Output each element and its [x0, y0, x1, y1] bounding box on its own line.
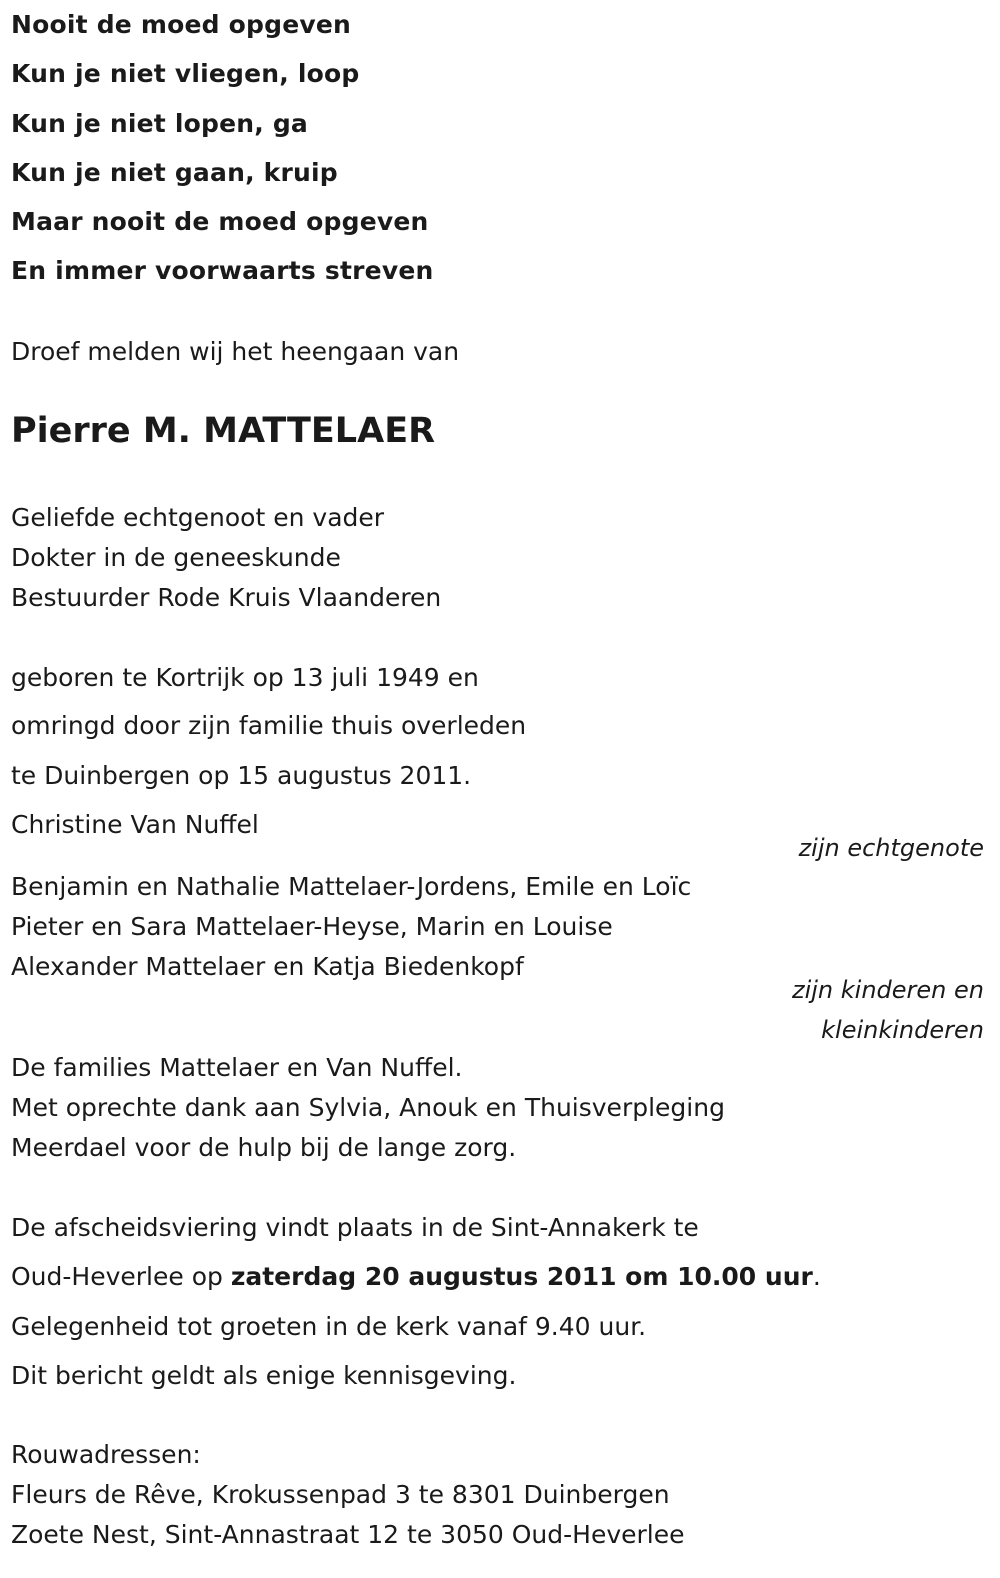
- addresses-heading: Rouwadressen:: [11, 1440, 201, 1469]
- ceremony-datetime: zaterdag 20 augustus 2011 om 10.00 uur: [230, 1262, 813, 1291]
- spouse-relation: zijn echtgenote: [798, 834, 984, 862]
- ceremony-line: [11, 1262, 821, 1292]
- ceremony-line: De afscheidsviering vindt plaats in de Sint-Annakerk te: [11, 1213, 699, 1242]
- spouse-name: Christine Van Nuffel: [11, 810, 259, 839]
- address-line: Zoete Nest, Sint-Annastraat 12 te 3050 Oud-Heverlee: [11, 1520, 685, 1549]
- address-line: Fleurs de Rêve, Krokussenpad 3 te 8301 Duinbergen: [11, 1480, 670, 1509]
- life-line: omringd door zijn familie thuis overleden: [11, 711, 527, 740]
- ceremony-line: Dit bericht geldt als enige kennisgeving.: [11, 1361, 517, 1390]
- family-line: Meerdael voor de hulp bij de lange zorg.: [11, 1133, 517, 1162]
- poem-line: Kun je niet vliegen, loop: [11, 59, 360, 88]
- poem-line: En immer voorwaarts streven: [11, 256, 434, 285]
- child-line: Pieter en Sara Mattelaer-Heyse, Marin en Louise: [11, 912, 613, 941]
- life-line: geboren te Kortrijk op 13 juli 1949 en: [11, 663, 479, 692]
- family-line: De families Mattelaer en Van Nuffel.: [11, 1053, 463, 1082]
- ceremony-place: Oud-Heverlee op: [11, 1262, 231, 1291]
- life-line: te Duinbergen op 15 augustus 2011.: [11, 761, 472, 790]
- child-line: Alexander Mattelaer en Katja Biedenkopf: [11, 952, 524, 981]
- children-relation: zijn kinderen en: [792, 976, 984, 1004]
- poem-line: Kun je niet lopen, ga: [11, 109, 308, 138]
- role-line: Dokter in de geneeskunde: [11, 543, 341, 572]
- family-line: Met oprechte dank aan Sylvia, Anouk en Thuisverpleging: [11, 1093, 725, 1122]
- intro-text: Droef melden wij het heengaan van: [11, 337, 460, 366]
- role-line: Geliefde echtgenoot en vader: [11, 503, 385, 532]
- poem-line: Maar nooit de moed opgeven: [11, 207, 429, 236]
- ceremony-line: Gelegenheid tot groeten in de kerk vanaf 9.40 uur.: [11, 1312, 647, 1341]
- ceremony-period: .: [812, 1262, 821, 1291]
- role-line: Bestuurder Rode Kruis Vlaanderen: [11, 583, 442, 612]
- poem-line: Nooit de moed opgeven: [11, 10, 352, 39]
- child-line: Benjamin en Nathalie Mattelaer-Jordens, Emile en Loïc: [11, 872, 692, 901]
- deceased-name: Pierre M. MATTELAER: [11, 411, 436, 451]
- children-relation: kleinkinderen: [821, 1016, 984, 1044]
- poem-line: Kun je niet gaan, kruip: [11, 158, 338, 187]
